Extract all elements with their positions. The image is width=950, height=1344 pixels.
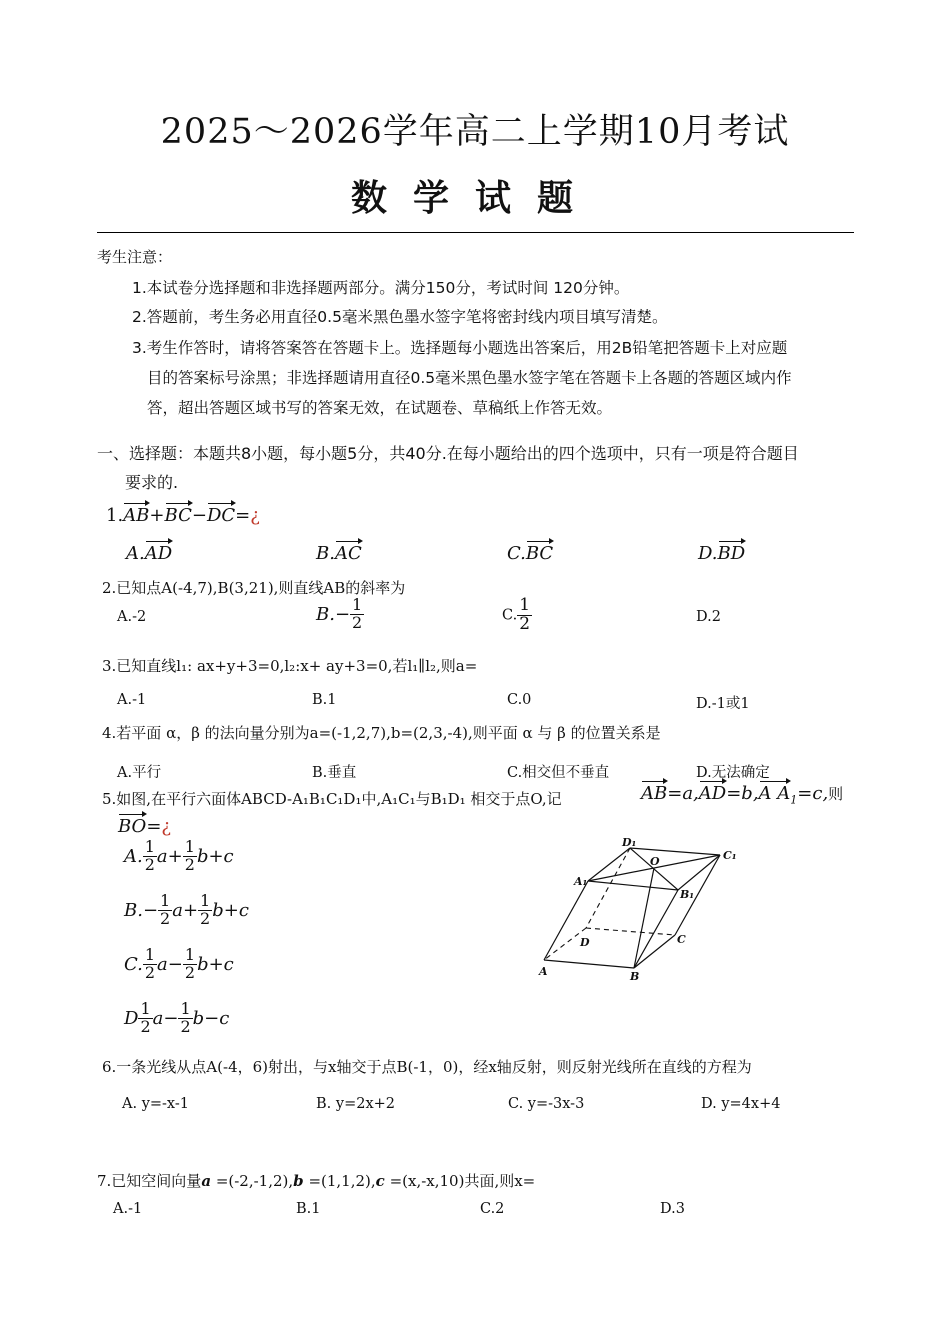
question-1-stem — [106, 505, 260, 526]
question-6-option-d: D. y=4x+4 — [701, 1096, 781, 1112]
notice-item-3: 3.考生作答时，请将答案答在答题卡上。选择题每小题选出答案后，用2B铅笔把答题卡上对应题 — [132, 339, 788, 357]
question-4-option-c: C.相交但不垂直 — [507, 765, 610, 781]
notice-item-1: 1.本试卷分选择题和非选择题两部分。满分150分，考试时间 120分钟。 — [132, 279, 630, 297]
exam-title: 2025～2026学年高二上学期10月考试 — [160, 112, 790, 152]
question-7-option-b: B.1 — [296, 1201, 321, 1217]
vector-b: b — [293, 1172, 304, 1190]
notice-item-3-line-2: 目的答案标号涂黑；非选择题请用直径0.5毫米黑色墨水签字笔在答题卡上各题的答题区域内作 — [147, 369, 792, 387]
vector: A A — [758, 783, 791, 804]
notice-item-3-line-3: 答，超出答题区域书写的答案无效，在试题卷、草稿纸上作答无效。 — [147, 399, 613, 417]
question-7-option-d: D.3 — [660, 1201, 685, 1217]
question-5-stem-line-2: BO=¿ — [118, 816, 172, 837]
section-heading-line-2: 要求的. — [125, 473, 179, 492]
question-2-stem: 2.已知点A(-4,7),B(3,21),则直线AB的斜率为 — [102, 579, 406, 597]
vector: AD — [698, 783, 727, 804]
vector: AB — [123, 505, 150, 526]
question-2-option-b: B.− $\frac{1}{2}$ — [316, 595, 363, 632]
question-5-option-d: D $\frac{1}{2}$ a− $\frac{1}{2}$ b−c — [124, 999, 230, 1036]
notice-item-2: 2.答题前，考生务必用直径0.5毫米黑色墨水签字笔将密封线内项目填写清楚。 — [132, 308, 668, 326]
question-2-option-d: D.2 — [696, 609, 721, 625]
question-5-option-a: A. $\frac{1}{2}$ a+ $\frac{1}{2}$ b+c — [124, 837, 234, 874]
vector: BD — [717, 543, 746, 564]
header-divider — [97, 232, 854, 233]
vector-a: a — [201, 1172, 212, 1190]
question-6-option-a: A. y=-x-1 — [122, 1096, 189, 1112]
exam-subtitle: 数学试题 — [350, 178, 599, 219]
question-7-stem: 7.已知空间向量a =(-2,-1,2),b =(1,1,2),c =(x,-x,10)共面,则x= — [97, 1172, 536, 1190]
question-6-option-c: C. y=-3x-3 — [508, 1096, 585, 1112]
question-1-option-a: A.AD — [126, 543, 173, 564]
vector: BO — [118, 816, 147, 837]
question-2-option-a: A.-2 — [117, 609, 147, 625]
vector: BC — [164, 505, 192, 526]
question-3-option-c: C.0 — [507, 692, 532, 708]
label-b1: B₁ — [680, 888, 695, 901]
question-6-stem: 6.一条光线从点A(-4，6)射出，与x轴交于点B(-1，0)，经x轴反射，则反射光线所在直线的方程为 — [102, 1058, 752, 1076]
operator: + — [149, 505, 165, 526]
question-3-stem: 3.已知直线l₁: ax+y+3=0,l₂:x+ ay+3=0,若l₁∥l₂,则a= — [102, 657, 478, 675]
operator: = — [235, 505, 251, 526]
parallelepiped-figure — [530, 835, 750, 985]
label-d1: D₁ — [622, 836, 637, 849]
question-1-option-c: C.BC — [507, 543, 554, 564]
question-3-option-a: A.-1 — [117, 692, 147, 708]
operator: − — [191, 505, 207, 526]
notice-heading: 考生注意： — [97, 248, 173, 266]
label-o: O — [650, 855, 660, 868]
question-6-option-b: B. y=2x+2 — [316, 1096, 395, 1112]
question-4-option-b: B.垂直 — [312, 765, 357, 781]
question-7-option-c: C.2 — [480, 1201, 505, 1217]
label-d: D — [580, 936, 590, 949]
vector: AB — [641, 783, 668, 804]
label-c1: C₁ — [723, 849, 737, 862]
question-5-option-b: B.− $\frac{1}{2}$ a+ $\frac{1}{2}$ b+c — [124, 891, 249, 928]
vector: DC — [206, 505, 236, 526]
label-a: A — [539, 965, 548, 978]
label-b: B — [630, 970, 640, 983]
question-5-option-c: C. $\frac{1}{2}$ a− $\frac{1}{2}$ b+c — [124, 945, 234, 982]
question-1-option-b: B.AC — [316, 543, 362, 564]
section-heading: 一、选择题：本题共8小题，每小题5分，共40分.在每小题给出的四个选项中，只有一项是符合题目 — [97, 444, 799, 463]
vector: AD — [144, 543, 173, 564]
vector-c: c — [375, 1172, 385, 1190]
question-7-option-a: A.-1 — [113, 1201, 143, 1217]
label-c: C — [677, 933, 686, 946]
question-2-option-c: C. $\frac{1}{2}$ — [502, 595, 531, 634]
question-4-stem: 4.若平面 α，β 的法向量分别为a=(-1,2,7),b=(2,3,-4),则平面 α 与 β 的位置关系是 — [102, 724, 661, 742]
question-3-option-b: B.1 — [312, 692, 337, 708]
question-5-stem: 5.如图,在平行六面体ABCD-A₁B₁C₁D₁中,A₁C₁与B₁D₁ 相交于点O,记 — [102, 790, 562, 808]
question-3-option-d: D.-1或1 — [696, 696, 750, 712]
label-a1: A₁ — [574, 875, 588, 888]
stray-glyph: ¿ — [250, 505, 260, 526]
question-4-option-a: A.平行 — [117, 765, 162, 781]
vector: BC — [525, 543, 554, 564]
question-number: 1. — [106, 505, 124, 526]
question-5-condition: AB=a,AD=b,A $A_1=c$,则 — [641, 783, 844, 807]
vector: AC — [334, 543, 362, 564]
question-1-option-d: D.BD — [698, 543, 746, 564]
question-4-option-d: D.无法确定 — [696, 765, 770, 781]
